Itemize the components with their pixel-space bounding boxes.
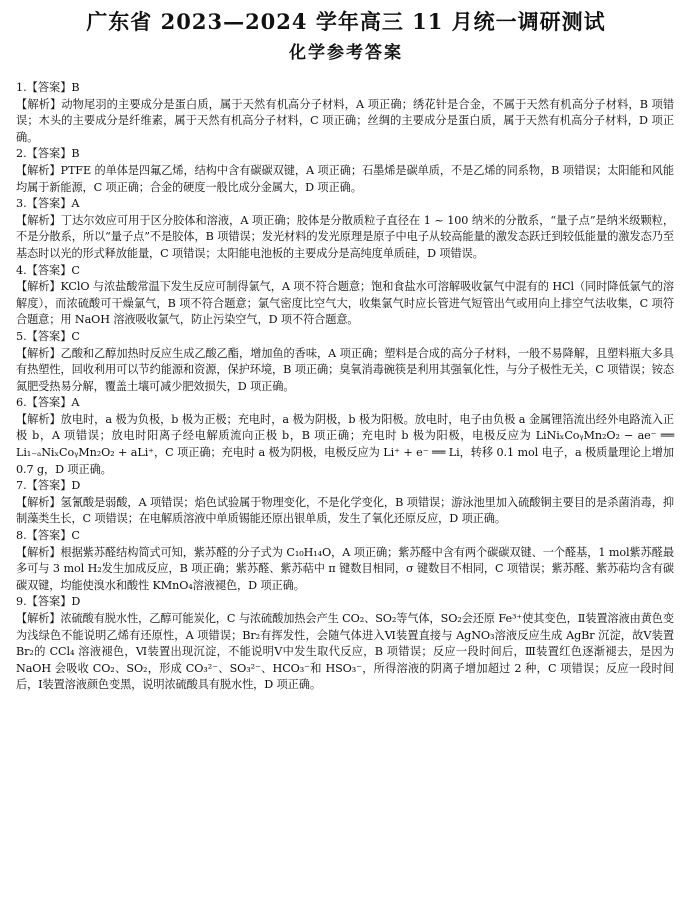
answer-line: 9.【答案】D — [16, 595, 81, 609]
explanation: 【解析】KClO 与浓盐酸常温下发生反应可制得氯气，A 项不符合题意；饱和食盐水可溶解吸收氯气中混有的 HCl（同时降低氯气的溶解度），而浓硫酸可干燥氯气，B 项不符合题意；氯气密度比空气大，收集氯气时应长管进气短管出气或用向上排空气法收集，C 项符合题意；用 NaOH 溶液吸收氯气，防止污染空气，D 项不符合题意。 — [16, 280, 674, 327]
explanation: 【解析】浓硫酸有脱水性，乙醇可能炭化，C 与浓硫酸加热会产生 CO₂、SO₂等气体，SO₂会还原 Fe³⁺使其变色，Ⅱ装置溶液由黄色变为浅绿色不能说明乙烯有还原性，A 项错误；Br₂有挥发性，会随气体进入Ⅵ装置直接与 AgNO₃溶液反应生成 AgBr 沉淀，故Ⅴ装置 Br₂的 CCl₄ 溶液褪色，Ⅵ装置出现沉淀，不能说明Ⅴ中发生取代反应，B 项错误；反应一段时间后，Ⅲ装置红色逐渐褪去，是因为 NaOH 会吸收 CO₂、SO₂，形成 CO₃²⁻、SO₃²⁻、HCO₃⁻和 HSO₃⁻，所得溶液的阴离子增加超过 2 种，C 项错误；反应一段时间后，Ⅰ装置溶液颜色变黑，说明浓硫酸具有脱水性，D 项正确。 — [16, 612, 674, 692]
answer-line: 6.【答案】A — [16, 396, 80, 410]
explanation: 【解析】放电时，a 极为负极，b 极为正极；充电时，a 极为阴极，b 极为阳极。放电时，电子由负极 a 金属锂箔流出经外电路流入正极 b，A 项错误；放电时阳离子经电解质流向正极 b，B 项正确；充电时 b 极为阳极，电极反应为 LiNiₓCoᵧMn₂O₂ − ae⁻ ══ Li₁₋ₐNiₓCoᵧMn₂O₂ + aLi⁺，C 项正确；充电时 a 极为阴极，电极反应为 Li⁺ + e⁻ ══ Li，转移 0.1 mol 电子，a 极质量理论上增加 0.7 g，D 项正确。 — [16, 412, 674, 476]
explanation: 【解析】氢氰酸是弱酸，A 项错误；焰色试验属于物理变化，不是化学变化，B 项错误；游泳池里加入硫酸铜主要目的是杀菌消毒，抑制藻类生长，C 项错误；在电解质溶液中单质锡能还原出银单质，发生了氧化还原反应，D 项正确。 — [16, 495, 674, 526]
explanation: 【解析】动物尾羽的主要成分是蛋白质，属于天然有机高分子材料，A 项正确；绣花针是合金，不属于天然有机高分子材料，B 项错误；木头的主要成分是纤维素，属于天然有机高分子材料，C 项正确；丝绸的主要成分是蛋白质，属于天然有机高分子材料，D 项正确。 — [16, 97, 674, 144]
answer-line: 5.【答案】C — [16, 329, 80, 343]
question-8 — [16, 528, 674, 594]
question-3 — [16, 196, 674, 262]
question-4 — [16, 263, 674, 329]
explanation: 【解析】乙酸和乙醇加热时反应生成乙酸乙酯，增加鱼的香味，A 项正确；塑料是合成的高分子材料，一般不易降解，且塑料瓶大多具有热塑性，回收利用可以节约能源和资源，保护环境，B 项正确；臭氧消毒碗筷是利用其强氧化性，与分子极性无关，C 项错误；铵态氮肥受热易分解，覆盖土壤可减少肥效损失，D 项正确。 — [16, 346, 674, 393]
question-9 — [16, 594, 674, 694]
answer-list — [0, 80, 692, 694]
question-5 — [16, 329, 674, 395]
answer-line: 3.【答案】A — [16, 197, 80, 211]
question-1 — [16, 80, 674, 146]
explanation: 【解析】PTFE 的单体是四氟乙烯，结构中含有碳碳双键，A 项正确；石墨烯是碳单质，不是乙烯的同系物，B 项错误；太阳能和风能均属于新能源，C 项正确；合金的硬度一般比成分金属大，D 项正确。 — [16, 163, 674, 194]
answer-line: 7.【答案】D — [16, 479, 81, 493]
answer-line: 4.【答案】C — [16, 263, 80, 277]
answer-line: 8.【答案】C — [16, 529, 80, 543]
answer-line: 2.【答案】B — [16, 147, 80, 161]
page-title: 广东省 2023—2024 学年高三 11 月统一调研测试 — [86, 9, 606, 34]
question-7 — [16, 478, 674, 528]
document-header — [0, 0, 692, 66]
question-6 — [16, 395, 674, 478]
explanation: 【解析】根据紫苏醛结构简式可知，紫苏醛的分子式为 C₁₀H₁₄O，A 项正确；紫苏醛中含有两个碳碳双键、一个醛基，1 mol紫苏醛最多可与 3 mol H₂发生加成反应，B 项正确；紫苏醛、紫苏萜中 π 键数目相同，σ 键数目不相同，C 项错误；紫苏醛、紫苏萜均含有碳碳双键，均能使溴水和酸性 KMnO₄溶液褪色，D 项正确。 — [16, 545, 674, 592]
answer-line: 1.【答案】B — [16, 81, 80, 94]
question-2 — [16, 146, 674, 196]
explanation: 【解析】丁达尔效应可用于区分胶体和溶液，A 项正确；胶体是分散质粒子直径在 1 ~ 100 纳米的分散系，“量子点”是纳米级颗粒，不是分散系，所以“量子点”不是胶体，B 项错误；发光材料的发光原理是原子中电子从较高能量的激发态跃迁到较低能量的激发态乃至基态时以光的形式释放能量，C 项错误；太阳能电池板的主要成分是高纯度单质硅，D 项错误。 — [16, 213, 674, 260]
page-subtitle: 化学参考答案 — [289, 43, 403, 63]
